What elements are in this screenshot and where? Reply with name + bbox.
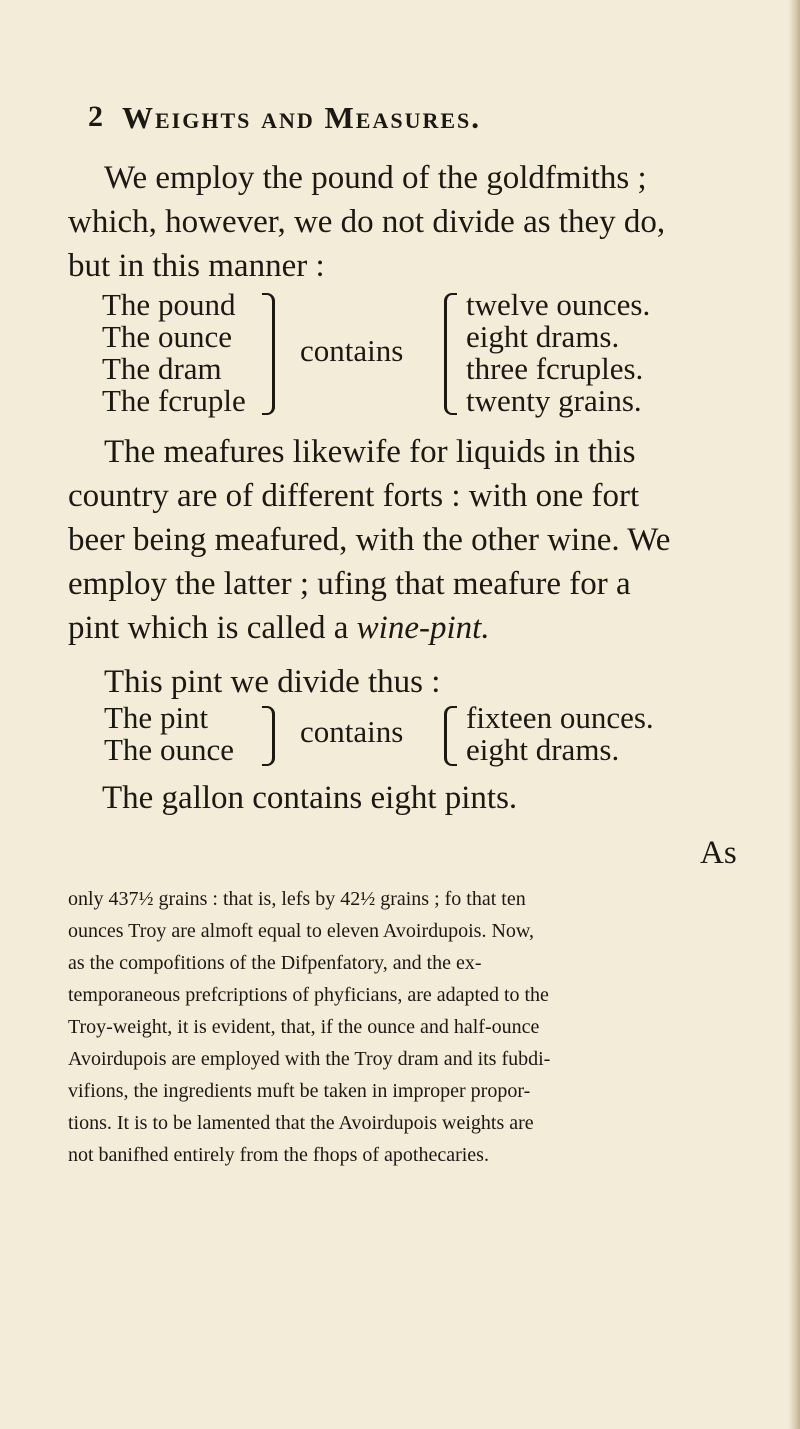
equivalent-label: twenty grains. [466,383,642,418]
unit-label: The ounce [102,319,232,354]
paragraph-goldsmiths [68,156,748,288]
text-line: This pint we divide thus : [104,664,441,700]
text-line: but in this manner : [68,248,325,284]
wine-pint-term: wine-pint. [356,610,490,646]
text-line: which, however, we do not divide as they do, [68,204,666,240]
text-line: We employ the pound of the goldfmiths ; [104,160,647,196]
right-brace [444,706,457,766]
unit-label: The fcruple [102,383,246,418]
text-line: country are of different forts : with one fort [68,478,640,514]
unit-label: The ounce [104,732,234,767]
text-line: beer being meafured, with the other wine. We [68,522,671,558]
pint-units-column [104,702,234,766]
weights-equivalents-column [466,289,650,417]
unit-label: The pint [104,700,209,735]
text-line: employ the latter ; ufing that meafure for a [68,566,631,602]
text-line-prefix: pint which is called a [68,610,357,646]
footnote [68,883,748,1171]
contains-label: contains [300,714,404,749]
footnote-line: vifions, the ingredients muft be taken in improper propor- [68,1080,531,1102]
equivalent-label: eight drams. [466,319,620,354]
weights-units-column [102,289,246,417]
left-brace [262,706,275,766]
paragraph-pint-division [68,660,748,704]
pint-table [0,702,800,772]
unit-label: The dram [102,351,222,386]
paragraph-liquid-measures [68,430,748,650]
text-line: The meafures likewife for liquids in this [104,434,636,470]
footnote-line: tions. It is to be lamented that the Avoirdupois weights are [68,1112,534,1134]
page-header [88,100,708,140]
equivalent-label: fixteen ounces. [466,700,654,735]
left-brace [262,293,275,415]
running-head: Weights and Measures. [122,100,482,135]
footnote-line: only 437½ grains : that is, lefs by 42½ grains ; fo that ten [68,888,526,910]
right-brace [444,293,457,415]
footnote-line: Avoirdupois are employed with the Troy dram and its fubdi- [68,1048,551,1070]
page-number: 2 [88,100,103,133]
weights-table [0,289,800,419]
equivalent-label: twelve ounces. [466,287,651,322]
footnote-line: not banifhed entirely from the fhops of apothecaries. [68,1144,489,1166]
text-line: The gallon contains eight pints. [102,780,518,816]
footnote-line: temporaneous prefcriptions of phyficians, are adapted to the [68,984,549,1006]
footnote-line: ounces Troy are almoft equal to eleven Avoirdupois. Now, [68,920,535,942]
catchword: As [700,835,737,871]
unit-label: The pound [102,287,236,322]
contains-label: contains [300,333,404,368]
pint-equivalents-column [466,702,654,766]
footnote-line: Troy-weight, it is evident, that, if the ounce and half-ounce [68,1016,540,1038]
equivalent-label: three fcruples. [466,351,644,386]
paragraph-gallon [68,776,748,820]
text-line [68,606,748,650]
equivalent-label: eight drams. [466,732,620,767]
footnote-line: as the compofitions of the Difpenfatory, and the ex- [68,952,482,974]
